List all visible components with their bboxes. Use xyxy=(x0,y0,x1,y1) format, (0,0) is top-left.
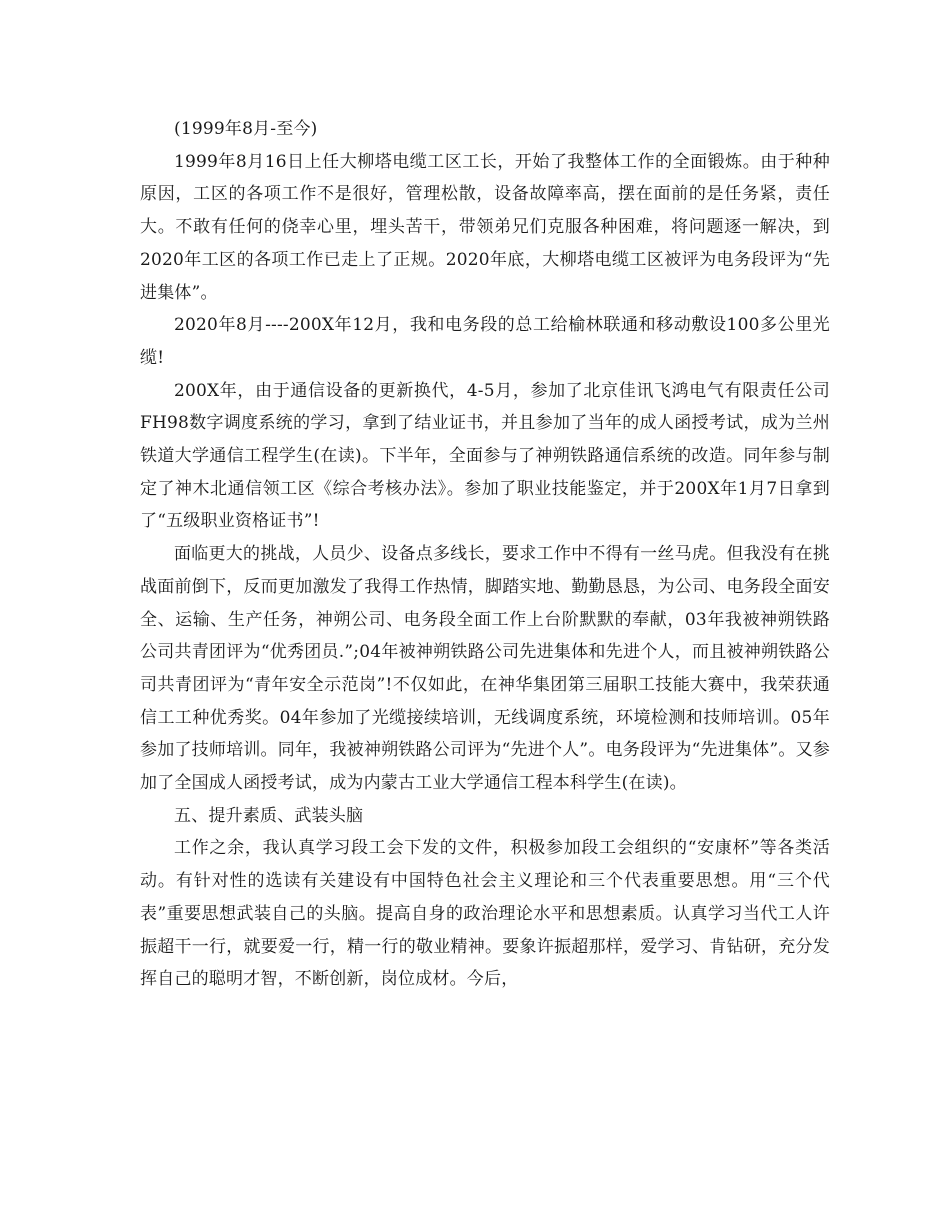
paragraph-fiber-cable: 2020年8月----200X年12月，我和电务段的总工给榆林联通和移动敷设100多公里光缆! xyxy=(140,315,830,368)
paragraph-date-range: (1999年8月-至今) xyxy=(174,119,318,139)
section-heading: 五、提升素质、武装头脑 xyxy=(174,805,364,826)
paragraph-training: 200X年，由于通信设备的更新换代，4-5月，参加了北京佳讯飞鸿电气有限责任公司FH98数字调度系统的学习，拿到了结业证书，并且参加了当年的成人函授考试，成为兰州铁道大学通信工程学生(在读)。下半年，全面参与了神朔铁路通信系统的改造。同年参与制定了神木北通信领工区《综合考核办法》。参加了职业技能鉴定，并于200X年1月7日拿到了“五级职业资格证书”! xyxy=(140,380,830,532)
paragraph-work-area-leader: 1999年8月16日上任大柳塔电缆工区工长，开始了我整体工作的全面锻炼。由于种种原因，工区的各项工作不是很好，管理松散，设备故障率高，摆在面前的是任务紧，责任大。不敢有任何的侥幸心里，埋头苦干，带领弟兄们克服各种困难，将问题逐一解决，到2020年工区的各项工作已走上了正规。2020年底，大柳塔电缆工区被评为电务段评为“先进集体”。 xyxy=(140,151,830,303)
document-body xyxy=(140,113,830,996)
paragraph-study: 工作之余，我认真学习段工会下发的文件，积极参加段工会组织的“安康杯”等各类活动。有针对性的选读有关建设有中国特色社会主义理论和三个代表重要思想。用“三个代表”重要思想武装自己的头脑。提高自身的政治理论水平和思想素质。认真学习当代工人许振超干一行，就要爱一行，精一行的敬业精神。要象许振超那样，爱学习、肯钻研，充分发挥自己的聪明才智，不断创新，岗位成材。今后， xyxy=(140,838,830,990)
paragraph-challenges: 面临更大的挑战，人员少、设备点多线长，要求工作中不得有一丝马虎。但我没有在挑战面前倒下，反而更加激发了我得工作热情，脚踏实地、勤勤恳恳，为公司、电务段全面安全、运输、生产任务，神朔公司、电务段全面工作上台阶默默的奉献，03年我被神朔铁路公司共青团评为“优秀团员.”;04年被神朔铁路公司先进集体和先进个人，而且被神朔铁路公司共青团评为“青年安全示范岗”!不仅如此，在神华集团第三届职工技能大赛中，我荣获通信工工种优秀奖。04年参加了光缆接续培训，无线调度系统，环境检测和技师培训。05年参加了技师培训。同年，我被神朔铁路公司评为“先进个人”。电务段评为“先进集体”。又参加了全国成人函授考试，成为内蒙古工业大学通信工程本科学生(在读)。 xyxy=(140,544,830,794)
